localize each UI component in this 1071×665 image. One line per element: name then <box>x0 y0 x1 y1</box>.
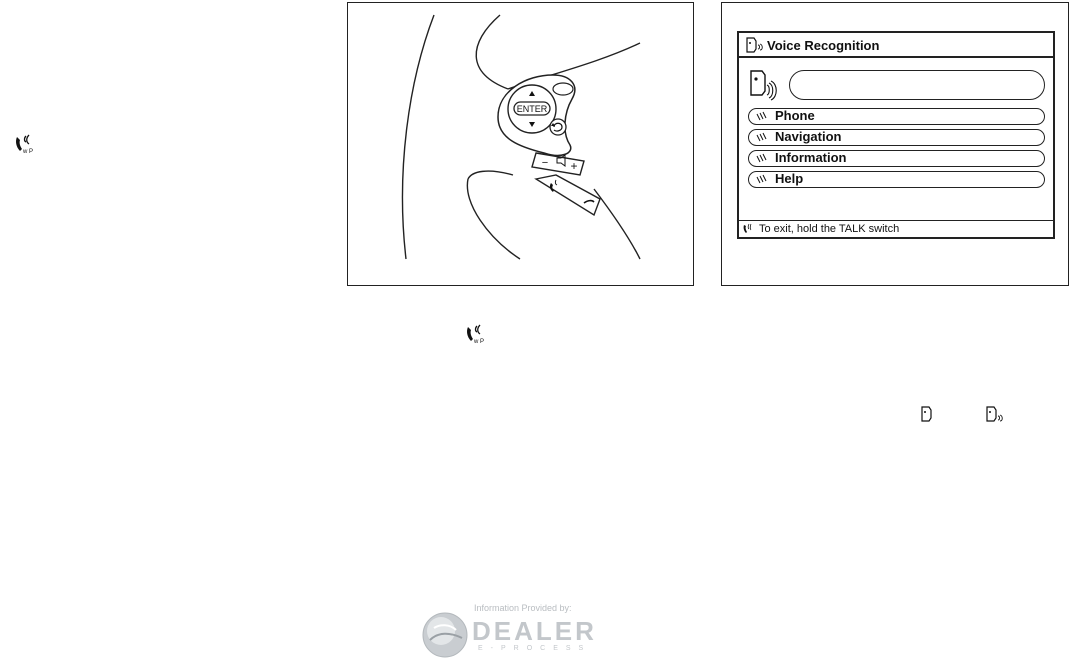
svg-text:w: w <box>23 149 28 155</box>
svg-text:w: w <box>474 339 479 345</box>
volume-minus-label: − <box>541 157 549 169</box>
back-button <box>550 119 566 135</box>
phone-talk-icon <box>464 323 488 345</box>
menu-item-label: Help <box>775 171 804 186</box>
map-menu-button <box>553 83 573 95</box>
menu-item-phone[interactable] <box>748 108 1045 125</box>
menu-item-label: Navigation <box>775 129 842 144</box>
svg-text:P: P <box>29 149 34 155</box>
speaker-face-icon <box>920 406 934 422</box>
phone-talk-icon <box>14 133 36 155</box>
voice-recognition-screen <box>737 31 1055 239</box>
voice-command-icon <box>756 153 768 164</box>
volume-plus-label: + <box>570 159 578 173</box>
voice-command-icon <box>756 111 768 122</box>
talk-switch-footer-icon <box>742 223 756 235</box>
menu-item-label: Information <box>775 150 847 165</box>
voice-command-icon <box>756 132 768 143</box>
phone-switch <box>536 175 600 215</box>
globe-logo-icon <box>420 610 470 660</box>
steering-switch-figure <box>347 2 694 286</box>
menu-item-navigation[interactable] <box>748 129 1045 146</box>
watermark-brand: DEALER <box>472 616 597 646</box>
watermark <box>420 602 630 662</box>
steering-wheel-drawing <box>348 3 693 285</box>
voice-command-icon <box>756 174 768 185</box>
speech-input-field <box>789 70 1045 100</box>
speaker-face-title-icon <box>745 37 765 53</box>
screen-title-bar <box>739 33 1053 58</box>
enter-button-label: ENTER <box>516 104 548 114</box>
screen-title: Voice Recognition <box>767 38 880 53</box>
menu-item-information[interactable] <box>748 150 1045 167</box>
speaker-face-talking-icon <box>985 406 1005 422</box>
screen-footer <box>739 220 1053 237</box>
speaker-face-icon <box>748 69 782 101</box>
footer-text: To exit, hold the TALK switch <box>759 223 900 235</box>
menu-item-label: Phone <box>775 108 815 123</box>
watermark-tagline: E-PROCESS <box>478 645 592 652</box>
watermark-provided-by: Information Provided by: <box>474 603 572 613</box>
svg-text:P: P <box>480 339 485 345</box>
menu-item-help[interactable] <box>748 171 1045 188</box>
